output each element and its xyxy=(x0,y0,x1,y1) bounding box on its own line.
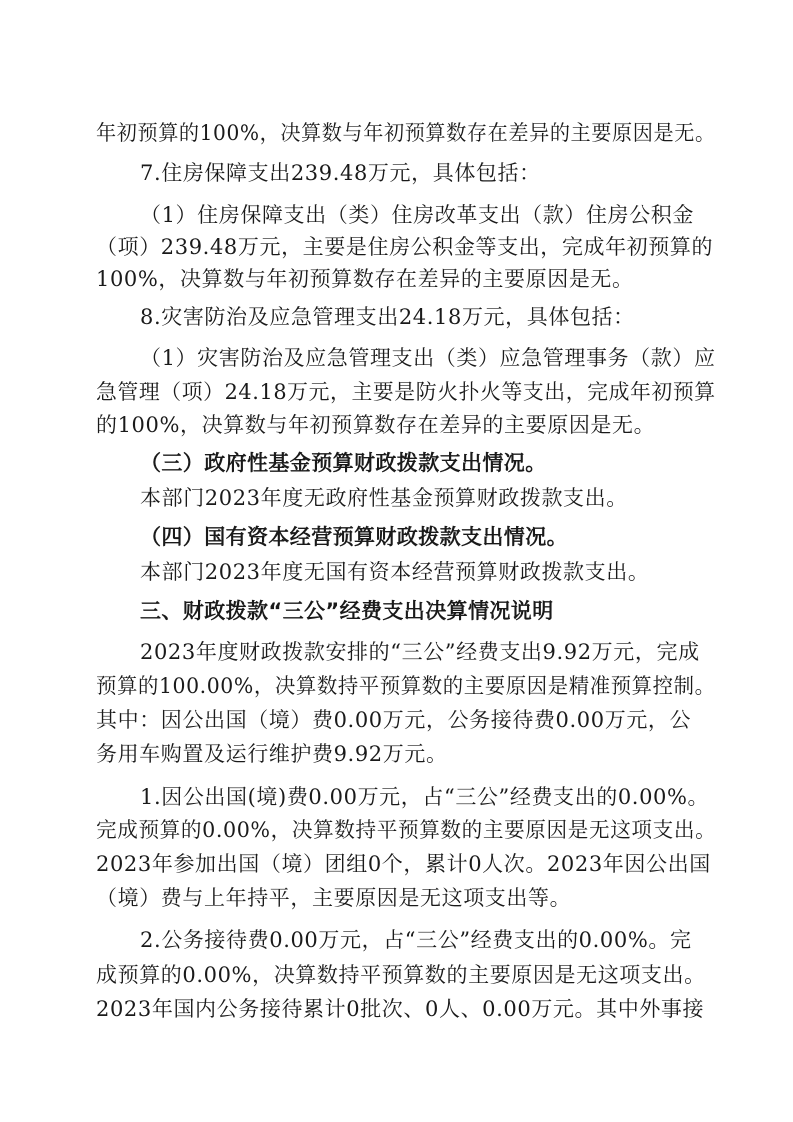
subsection-heading-3: （三）政府性基金预算财政拨款支出情况。 xyxy=(140,451,547,475)
section-3-heading: 三、财政拨款“三公”经费支出决算情况说明 xyxy=(140,599,554,623)
section-7-title: 7.住房保障支出239.48万元，具体包括： xyxy=(140,161,541,185)
section-8-title: 8.灾害防治及应急管理支出24.18万元，具体包括： xyxy=(140,305,635,329)
body-text-line: 100%，决算数与年初预算数存在差异的主要原因是无。 xyxy=(96,267,634,291)
body-text-line: 2023年参加出国（境）团组0个，累计0人次。2023年因公出国 xyxy=(96,852,711,876)
body-text-line: （项）239.48万元，主要是住房公积金等支出，完成年初预算的 xyxy=(96,235,714,259)
body-text-line: 务用车购置及运行维护费9.92万元。 xyxy=(96,742,448,766)
body-text-line: 2023年度财政拨款安排的“三公”经费支出9.92万元，完成 xyxy=(140,640,700,664)
body-text-line: 本部门2023年度无国有资本经营预算财政拨款支出。 xyxy=(140,560,650,584)
body-text-line: 预算的100.00%，决算数持平预算数的主要原因是精准预算控制。 xyxy=(96,674,716,698)
body-text-line: （境）费与上年持平，主要原因是无这项支出等。 xyxy=(96,886,572,910)
body-text-line: （1）灾害防治及应急管理支出（类）应急管理事务（款）应 xyxy=(140,346,716,370)
body-text-line: 本部门2023年度无政府性基金预算财政拨款支出。 xyxy=(140,486,628,510)
body-text-line: 其中：因公出国（境）费0.00万元，公务接待费0.00万元，公 xyxy=(96,708,692,732)
item-1-title: 1.因公出国(境)费0.00万元，占“三公”经费支出的0.00%。 xyxy=(140,785,710,809)
subsection-heading-4: （四）国有资本经营预算财政拨款支出情况。 xyxy=(140,525,568,549)
item-2-title: 2.公务接待费0.00万元，占“三公”经费支出的0.00%。完 xyxy=(140,928,692,952)
body-text-line: 成预算的0.00%，决算数持平预算数的主要原因是无这项支出。 xyxy=(96,963,706,987)
body-text-line: （1）住房保障支出（类）住房改革支出（款）住房公积金 xyxy=(140,203,694,227)
body-text-line: 年初预算的100%，决算数与年初预算数存在差异的主要原因是无。 xyxy=(96,121,716,145)
body-text-line: 2023年国内公务接待累计0批次、0人、0.00万元。其中外事接 xyxy=(96,997,705,1021)
body-text-line: 的100%，决算数与年初预算数存在差异的主要原因是无。 xyxy=(96,413,656,437)
body-text-line: 完成预算的0.00%，决算数持平预算数的主要原因是无这项支出。 xyxy=(96,818,717,842)
body-text-line: 急管理（项）24.18万元，主要是防火扑火等支出，完成年初预算 xyxy=(96,380,716,404)
